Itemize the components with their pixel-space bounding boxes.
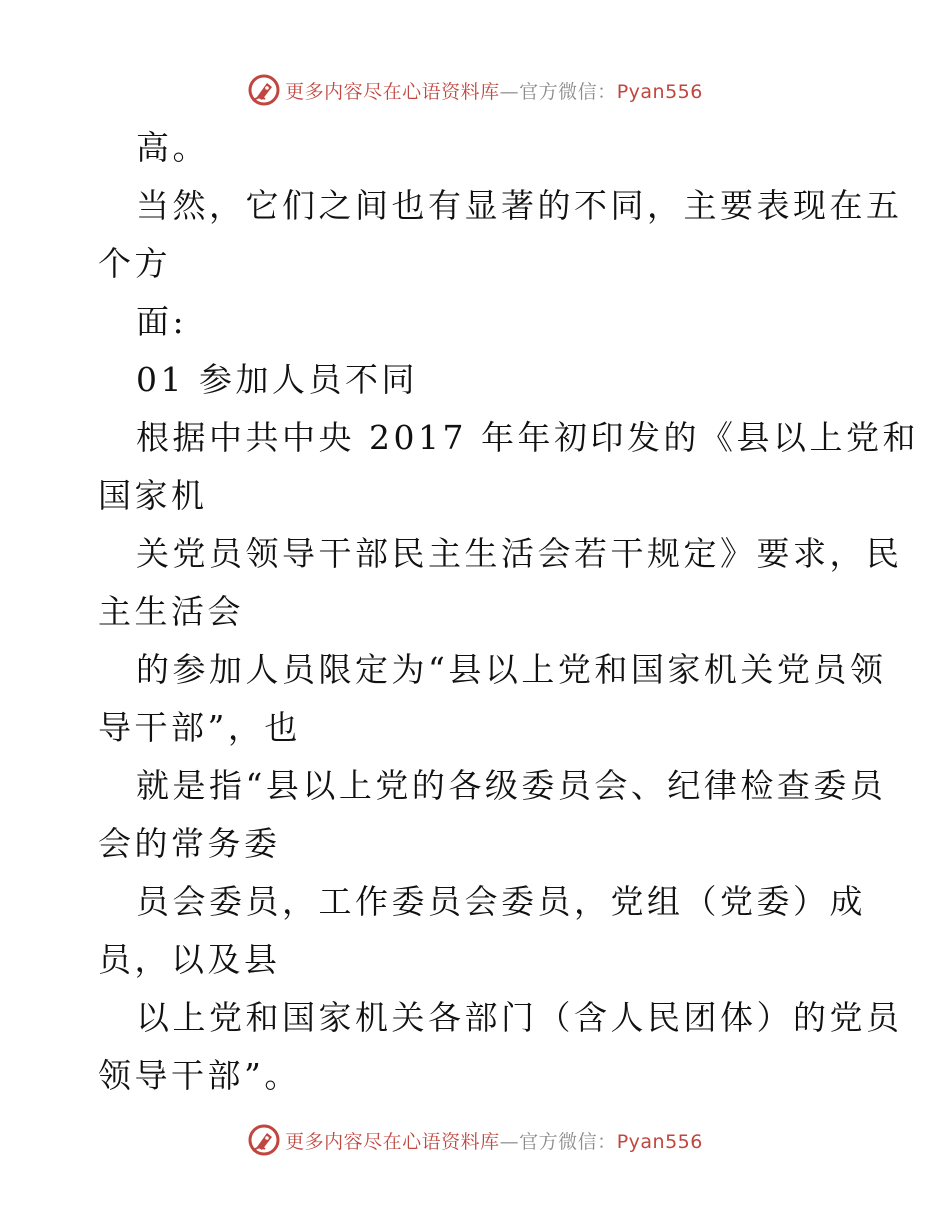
paragraph-line: 面: [136,302,188,341]
section-heading: 01 参加人员不同 [136,360,418,399]
paragraph-line: 主生活会 [98,592,244,631]
paragraph-line: 员，以及县 [98,940,281,979]
paragraph-line: 以上党和国家机关各部门（含人民团体）的党员 [136,998,903,1037]
paragraph-line: 个方 [98,244,171,283]
paragraph-line: 员会委员，工作委员会委员，党组（党委）成 [136,882,866,921]
paragraph-line: 的参加人员限定为“县以上党和国家机关党员领 [136,650,887,689]
footer-watermark [0,1120,950,1160]
pen-nib-circle-icon [247,1123,281,1157]
watermark-text: 更多内容尽在心语资料库—官方微信：Pyan556 [285,1130,703,1153]
paragraph-line: 会的常务委 [98,824,281,863]
watermark-text: 更多内容尽在心语资料库—官方微信：Pyan556 [285,80,703,103]
paragraph-line: 就是指“县以上党的各级委员会、纪律检查委员 [136,766,887,805]
paragraph-line: 根据中共中央 2017 年年初印发的《县以上党和 [136,418,919,457]
paragraph-line: 国家机 [98,476,208,515]
paragraph-line: 高。 [136,128,209,167]
paragraph-line: 领导干部”。 [98,1056,301,1095]
paragraph-line: 导干部”，也 [98,708,301,747]
paragraph-line: 当然，它们之间也有显著的不同，主要表现在五 [136,186,903,225]
paragraph-line: 关党员领导干部民主生活会若干规定》要求，民 [136,534,903,573]
